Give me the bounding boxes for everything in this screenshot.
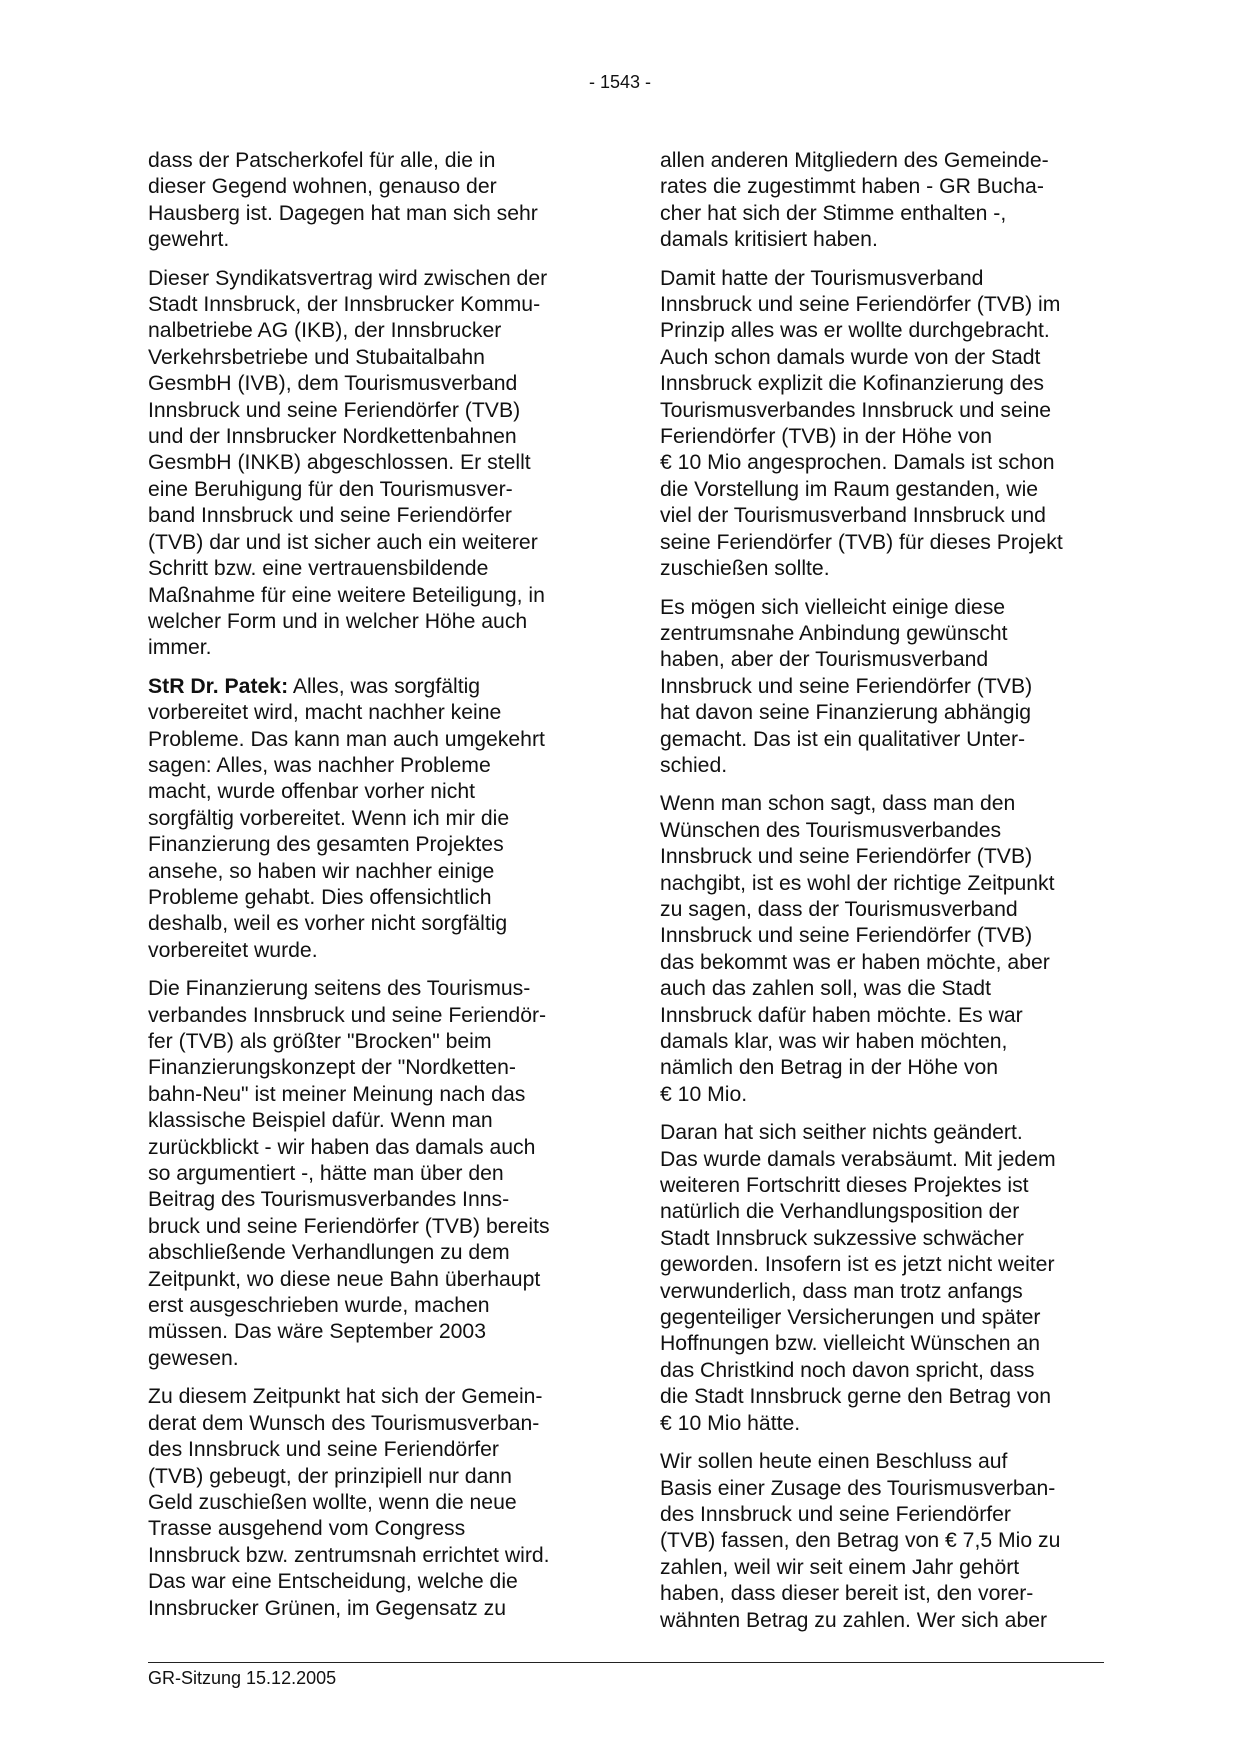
paragraph	[148, 674, 598, 964]
paragraph: Wir sollen heute einen Beschluss auf Basis einer Zusage des Tourismusverban- des Innsbruck und seine Feriendörfer (TVB) fassen, den Betrag von € 7,5 Mio zu zahlen, weil wir seit einem Jahr gehört haben, dass dieser bereit ist, den vorer- wähnten Betrag zu zahlen. Wer sich aber	[660, 1450, 1061, 1632]
paragraph: allen anderen Mitgliedern des Gemeinde- rates die zugestimmt haben - GR Bucha- cher hat sich der Stimme enthalten -, damals kritisiert haben.	[660, 149, 1049, 252]
paragraph: dass der Patscherkofel für alle, die in dieser Gegend wohnen, genauso der Hausberg ist. Dagegen hat man sich sehr gewehrt.	[148, 149, 538, 252]
paragraph: Dieser Syndikatsvertrag wird zwischen der Stadt Innsbruck, der Innsbrucker Kommu- nalbetriebe AG (IKB), der Innsbrucker Verkehrsbetriebe und Stubaitalbahn GesmbH (IVB), dem Tourismusverband Innsbruck und seine Feriendörfer (TVB) und der Innsbrucker Nordkettenbahnen GesmbH (INKB) abgeschlossen. Er stellt eine Beruhigung für den Tourismusver- band Innsbruck und seine Feriendörfer (TVB) dar und ist sicher auch ein weiterer Schritt bzw. eine vertrauensbildende Maßnahme für eine weitere Beteiligung, in welcher Form und in welcher Höhe auch immer.	[148, 266, 548, 660]
paragraph: Die Finanzierung seitens des Tourismus- verbandes Innsbruck und seine Feriendör- fer (TVB) als größter "Brocken" beim Finanzierungskonzept der "Nordketten- bahn-Neu" ist meiner Meinung nach das klassische Beispiel dafür. Wenn man zurückblickt - wir haben das damals auch so argumentiert -, hätte man über den Beitrag des Tourismusverbandes Inns- bruck und seine Feriendörfer (TVB) bereits abschließende Verhandlungen zu dem Zeitpunkt, wo diese neue Bahn überhaupt erst ausgeschrieben wurde, machen müssen. Das wäre September 2003 gewesen.	[148, 977, 550, 1370]
page-number: - 1543 -	[588, 72, 652, 92]
paragraph: Es mögen sich vielleicht einige diese zentrumsnahe Anbindung gewünscht haben, aber der Tourismusverband Innsbruck und seine Feriendörfer (TVB) hat davon seine Finanzierung abhängig gemacht. Das ist ein qualitativer Unter- schied.	[660, 595, 1033, 777]
paragraph: Damit hatte der Tourismusverband Innsbruck und seine Feriendörfer (TVB) im Prinzip alles was er wollte durchgebracht. Auch schon damals wurde von der Stadt Innsbruck explizit die Kofinanzierung des Tourismusverbandes Innsbruck und seine Feriendörfer (TVB) in der Höhe von € 10 Mio angesprochen. Damals ist schon die Vorstellung im Raum gestanden, wie viel der Tourismusverband Innsbruck und seine Feriendörfer (TVB) für dieses Projekt zuschießen sollte.	[660, 266, 1063, 581]
paragraph: Daran hat sich seither nichts geändert. Das wurde damals verabsäumt. Mit jedem weiteren Fortschritt dieses Projektes ist natürlich die Verhandlungsposition der Stadt Innsbruck sukzessive schwächer geworden. Insofern ist es jetzt nicht weiter verwunderlich, dass man trotz anfangs gegenteiliger Versicherungen und später Hoffnungen bzw. vielleicht Wünschen an das Christkind noch davon spricht, dass die Stadt Innsbruck gerne den Betrag von € 10 Mio hätte.	[660, 1121, 1056, 1435]
paragraph: Wenn man schon sagt, dass man den Wünschen des Tourismusverbandes Innsbruck und seine Feriendörfer (TVB) nachgibt, ist es wohl der richtige Zeitpunkt zu sagen, dass der Tourismusverband Innsbruck und seine Feriendörfer (TVB) das bekommt was er haben möchte, aber auch das zahlen soll, was die Stadt Innsbruck dafür haben möchte. Es war damals klar, was wir haben möchten, nämlich den Betrag in der Höhe von € 10 Mio.	[660, 792, 1055, 1106]
right-column	[660, 148, 1110, 1646]
paragraph: Zu diesem Zeitpunkt hat sich der Gemein- derat dem Wunsch des Tourismusverban- des Innsbruck und seine Feriendörfer (TVB) gebeugt, der prinzipiell nur dann Geld zuschießen wollte, wenn die neue Trasse ausgehend vom Congress Innsbruck bzw. zentrumsnah errichtet wird. Das war eine Entscheidung, welche die Innsbrucker Grünen, im Gegensatz zu	[148, 1385, 550, 1620]
speech-text: Alles, was sorgfältig vorbereitet wird, macht nachher keine Probleme. Das kann man auch umgekehrt sagen: Alles, was nachher Probleme macht, wurde offenbar vorher nicht sorgfältig vorbereitet. Wenn ich mir die Finanzierung des gesamten Projektes ansehe, so haben wir nachher einige Probleme gehabt. Dies offensichtlich deshalb, weil es vorher nicht sorgfältig vorbereitet wurde.	[148, 674, 545, 962]
footer-divider	[148, 1662, 1104, 1663]
footer-session-date: GR-Sitzung 15.12.2005	[148, 1668, 337, 1688]
speaker-name: StR Dr. Patek:	[148, 674, 289, 698]
left-column	[148, 148, 598, 1634]
